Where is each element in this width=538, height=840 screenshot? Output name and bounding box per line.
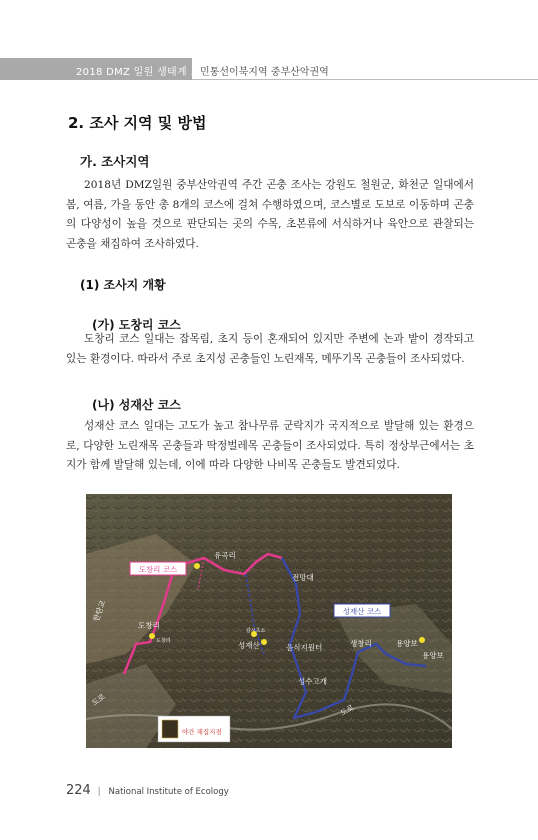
map-label-eumsik: 음식지원터 [286, 643, 323, 652]
course1-heading: (가) 도창리 코스 [92, 318, 181, 332]
intro-paragraph: 2018년 DMZ일원 중부산악권역 주간 곤충 조사는 강원도 철원군, 화천군 일대에서 봄, 여름, 가을 동안 총 8개의 코스에 걸쳐 수행하였으며, 코스별로 도보로 이동하며 곤충의 다양성이 높을 것으로 판단되는 곳의 수목, 초본류에 서식하거나 육안으로 관찰되는 곤충을 채집하여 조사하였다. [66, 179, 474, 250]
map-label-yugok: 유곡리 [214, 551, 236, 560]
map-label-dochang: 도창리 [138, 621, 160, 630]
site-marker-eumsik [261, 639, 267, 645]
site-marker-yongyang [419, 637, 425, 643]
map-label-road-right: 도로 [338, 702, 356, 718]
map-label-seongjae: 성재산 [238, 641, 260, 650]
page-footer [66, 783, 229, 798]
map-label-road-left: 도로 [89, 691, 108, 708]
map-label-hangyo: 한탄교 [91, 599, 108, 623]
footer-org: National Institute of Ecology [108, 787, 229, 797]
subsection-heading: 가. 조사지역 [80, 154, 150, 169]
map-label-dam: 용양보 [396, 639, 418, 648]
map-label-yongyang: 용양보 [422, 651, 444, 660]
legend-swatch [162, 720, 178, 738]
map-label-gamsi: 감시초소 [246, 628, 266, 634]
header-title: 2018 DMZ 일원 생태계 조사 [76, 67, 211, 78]
footer-separator: | [97, 787, 101, 797]
site-marker-dochang [149, 633, 155, 639]
page-number: 224 [66, 783, 91, 798]
legend-label: 야간 채집지점 [182, 728, 222, 736]
running-header [0, 58, 538, 80]
course1-label: 도창리 코스 [138, 565, 178, 574]
section-heading: 2. 조사 지역 및 방법 [68, 114, 207, 132]
course2-paragraph: 성재산 코스 일대는 고도가 높고 참나무류 군락지가 국지적으로 발달해 있는 환경으로, 다양한 노린재목 곤충들과 딱정벌레목 곤충들이 조사되었다. 특히 정상부근에서는 초지가 함께 발달해 있는데, 이에 따라 다양한 나비목 곤충들도 발견되었다. [66, 420, 474, 472]
header-subtitle: 민통선이북지역 중부산악권역 [200, 67, 329, 78]
course1-paragraph: 도창리 코스 일대는 잡목림, 초지 등이 혼재되어 있지만 주변에 논과 밭이 경작되고 있는 환경이다. 따라서 주로 초지성 곤충들인 노린재목, 메뚜기목 곤충들이 조사되었다. [66, 333, 474, 365]
course2-label: 성재산 코스 [342, 607, 382, 616]
overview-heading: (1) 조사지 개황 [80, 278, 166, 292]
map-label-dochang-small: 도창리 [156, 638, 171, 644]
survey-course-map [86, 494, 452, 748]
map-label-jeonmang: 전망대 [292, 573, 314, 582]
map-label-saengchang: 생창리 [350, 639, 372, 648]
course2-heading: (나) 성재산 코스 [92, 398, 181, 412]
map-label-seongsu: 성수고개 [298, 677, 327, 686]
header-rule [192, 79, 538, 80]
site-marker-yugok [194, 563, 200, 569]
